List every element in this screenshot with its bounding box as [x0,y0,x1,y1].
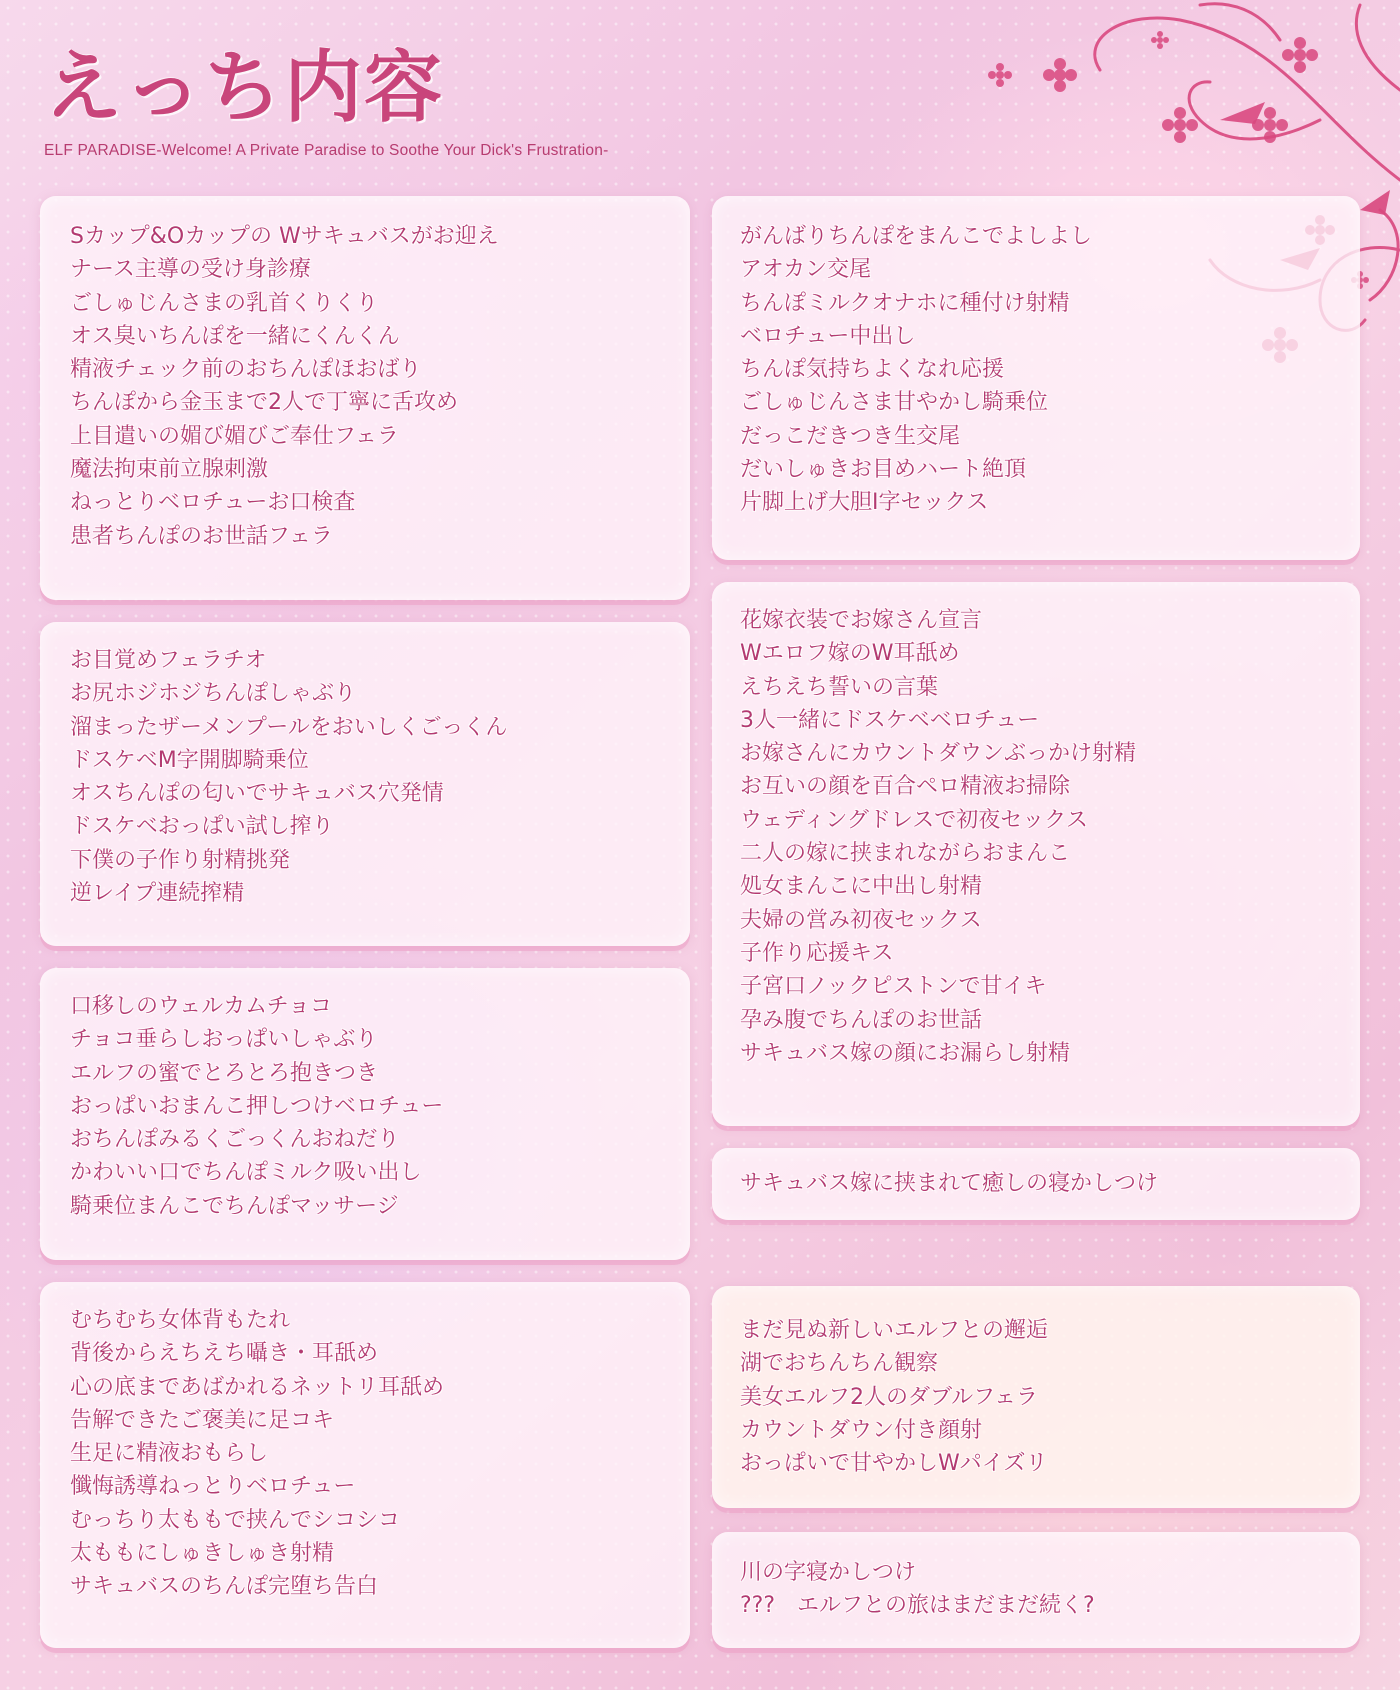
scene-item: 患者ちんぽのお世話フェラ [70,523,333,549]
scene-item: サキュバス嫁に挟まれて癒しの寝かしつけ [740,1171,1159,1196]
scene-item: ベロチュー中出し [740,323,916,349]
scene-item: おっぱいで甘やかしWパイズリ [740,1451,1048,1477]
scene-list [740,1314,1360,1480]
scene-panel-left-1 [40,196,690,600]
scene-item: オスちんぽの匂いでサキュバス穴発情 [70,781,444,807]
scene-item: だっこだきつき生交尾 [740,423,961,449]
scene-item: お嫁さんにカウントダウンぶっかけ射精 [740,741,1137,767]
scene-item: 湖でおちんちん観察 [740,1351,939,1377]
scene-item: 生足に精液おもらし [70,1441,269,1467]
scene-item: 太ももにしゅきしゅき射精 [70,1541,335,1567]
scene-item: おっぱいおまんこ押しつけベロチュー [70,1093,444,1119]
scene-item: 子宮口ノックピストンで甘イキ [740,974,1047,1000]
scene-item: 孕み腹でちんぽのお世話 [740,1007,983,1033]
scene-item: 処女まんこに中出し射精 [740,874,983,900]
scene-list [740,1167,1360,1200]
page-title: えっち内容 [44,43,445,131]
scene-item: ちんぽから金玉まで2人で丁寧に舌攻め [70,390,458,416]
scene-item: エルフの蜜でとろとろ抱きつき [70,1060,379,1086]
scene-list [70,220,690,553]
scene-list [70,990,690,1223]
scene-item: 魔法拘束前立腺刺激 [70,457,269,483]
scene-item: だいしゅきお目めハート絶頂 [740,457,1027,483]
scene-list [70,1304,690,1604]
page-subtitle: ELF PARADISE-Welcome! A Private Paradise to Soothe Your Dick's Frustration- [44,142,609,159]
scene-item: ドスケベM字開脚騎乗位 [70,747,309,773]
scene-item: ウェディングドレスで初夜セックス [740,807,1089,833]
scene-panel-left-3 [40,968,690,1260]
scene-item: かわいい口でちんぽミルク吸い出し [70,1160,422,1186]
scene-item: サキュバス嫁の顔にお漏らし射精 [740,1040,1071,1066]
scene-item: 騎乗位まんこでちんぽマッサージ [70,1193,399,1219]
scene-item: ねっとりベロチューお口検査 [70,490,356,516]
scene-list [740,1556,1360,1623]
scene-item: 子作り応援キス [740,940,894,966]
scene-item: お目覚めフェラチオ [70,648,267,673]
scene-item: ナース主導の受け身診療 [70,257,311,283]
scene-item: ごしゅじんさま甘やかし騎乗位 [740,390,1049,416]
scene-item: 下僕の子作り射精挑発 [70,847,291,873]
scene-list [740,604,1360,1070]
scene-item: むっちり太ももで挟んでシコシコ [70,1507,401,1533]
scene-item: サキュバスのちんぽ完堕ち告白 [70,1574,379,1600]
scene-item: 懺悔誘導ねっとりベロチュー [70,1474,356,1500]
scene-item: がんばりちんぽをまんこでよしよし [740,224,1093,249]
scene-item: チョコ垂らしおっぱいしゃぶり [70,1027,378,1053]
scene-item: ちんぽミルクオナホに種付け射精 [740,290,1070,316]
scene-item: 片脚上げ大胆I字セックス [740,490,989,516]
scene-item: 精液チェック前のおちんぽほおばり [70,357,422,383]
scene-item: 夫婦の営み初夜セックス [740,907,982,933]
scene-item: 告解できたご褒美に足コキ [70,1407,335,1433]
scene-item: お尻ホジホジちんぽしゃぶり [70,681,357,707]
scene-item: 二人の嫁に挟まれながらおまんこ [740,841,1071,867]
scene-item: ごしゅじんさまの乳首くりくり [70,290,379,316]
scene-item: おちんぽみるくごっくんおねだり [70,1127,400,1153]
scene-panel-right-2 [712,582,1360,1126]
scene-item: カウントダウン付き顔射 [740,1417,983,1443]
scene-item: むちむち女体背もたれ [70,1308,291,1333]
scene-item: えちえち誓いの言葉 [740,674,939,700]
scene-panel-right-4 [712,1286,1360,1508]
scene-item: アオカン交尾 [740,257,872,283]
scene-item: 美女エルフ2人のダブルフェラ [740,1384,1039,1410]
scene-item: Wエロフ嫁のW耳舐め [740,641,960,667]
scene-item: ??? エルフとの旅はまだまだ続く? [740,1593,1095,1619]
scene-panel-right-1 [712,196,1360,560]
scene-item: オス臭いちんぽを一緒にくんくん [70,323,400,349]
scene-item: 溜まったザーメンプールをおいしくごっくん [70,714,508,740]
scene-panel-left-2 [40,622,690,946]
scene-item: 口移しのウェルカムチョコ [70,994,333,1019]
scene-item: 背後からえちえち囁き・耳舐め [70,1341,379,1367]
scene-panel-right-5 [712,1532,1360,1648]
scene-item: ドスケベおっぱい試し搾り [70,814,334,840]
scene-item: 花嫁衣装でお嫁さん宣言 [740,608,983,633]
scene-item: Sカップ&Oカップの Wサキュバスがお迎え [70,224,499,249]
scene-item: 逆レイプ連続搾精 [70,881,245,907]
scene-item: お互いの顔を百合ペロ精液お掃除 [740,774,1071,800]
scene-list [740,220,1360,520]
scene-item: 上目遣いの媚び媚びご奉仕フェラ [70,423,399,449]
scene-item: 3人一緒にドスケベベロチュー [740,707,1040,733]
scene-item: 心の底まであばかれるネットリ耳舐め [70,1374,445,1400]
header [44,34,608,160]
scene-item: ちんぽ気持ちよくなれ応援 [740,357,1005,383]
scene-item: 川の字寝かしつけ [740,1560,917,1585]
scene-panel-right-3 [712,1148,1360,1220]
scene-panel-left-4 [40,1282,690,1648]
scene-item: まだ見ぬ新しいエルフとの邂逅 [740,1318,1049,1343]
scene-list [70,644,690,910]
